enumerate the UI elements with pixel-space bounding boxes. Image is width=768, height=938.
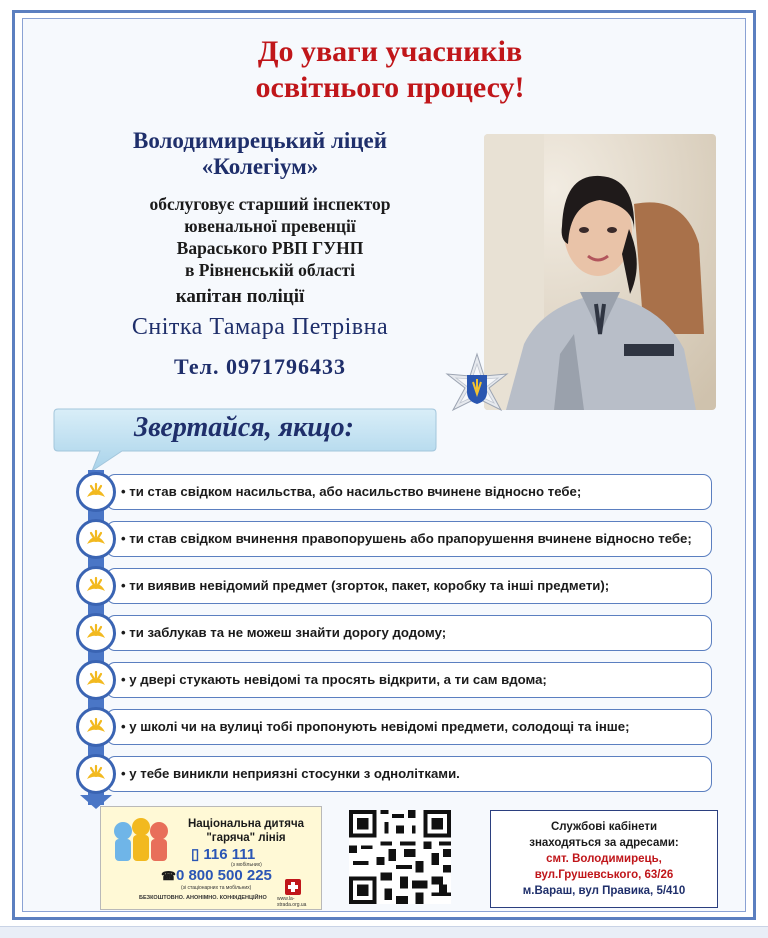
hand-heart-icon [76,472,116,512]
officer-phone: Тел. 0971796433 [174,354,346,379]
officer-description [80,193,460,281]
hotline-number-2-text: 0 800 500 225 [175,867,272,884]
red-cross-icon [285,879,301,895]
hotline-number-1-text: 116 111 [203,846,256,863]
list-item [106,756,712,792]
hotline-number-2 [161,867,272,884]
school-name [60,128,460,180]
description-line-2: ювенальної превенції [184,216,356,236]
list-item-text: • у двері стукають невідомі та просять відкрити, а ти сам вдома; [121,672,547,687]
list-item [106,568,712,604]
callout-text: Звертайся, якщо: [134,412,354,443]
police-star-badge-icon [432,352,522,424]
description-line-1: обслуговує старший інспектор [149,194,391,214]
list-item [106,662,712,698]
officer-rank: капітан поліції [175,286,305,307]
headline [150,34,630,106]
offices-box [490,810,718,908]
offices-line-4: вул.Грушевського, 63/26 [534,869,674,881]
list-item-text: • у школі чи на вулиці тобі пропонують невідомі предмети, солодощі та інше; [121,719,630,734]
hand-heart-icon [76,660,116,700]
offices-line-3: смт. Володимирець, [546,853,662,865]
list-item-text: • ти заблукав та не можеш знайти дорогу додому; [121,625,447,640]
list-item [106,709,712,745]
qr-code-icon [348,810,452,904]
offices-line-2: знаходяться за адресами: [529,837,679,849]
hotline-title: Національна дитяча "гаряча" лінія [187,818,305,844]
list-item [106,615,712,651]
hotline-footer: БЕЗКОШТОВНО. АНОНІМНО. КОНФІДЕНЦІЙНО [139,895,267,901]
list-item [106,521,712,557]
offices-line-1: Службові кабінети [550,821,658,833]
hand-heart-icon [76,519,116,559]
description-line-4: в Рівненській області [184,260,356,280]
list-item [106,474,712,510]
hotline-number-2-note: (зі стаціонарних та мобільних) [181,885,252,891]
description-line-3: Вараського РВП ГУНП [176,238,364,258]
school-name-line-1: Володимирецький ліцей [132,128,387,153]
phone-icon: ☎ [161,869,176,883]
offices-line-5: м.Вараш, вул Правика, 5/410 [522,885,686,897]
list-item-text: • у тебе виникли неприязні стосунки з однолітками. [121,766,460,781]
list-item-text: • ти виявив невідомий предмет (згорток, пакет, коробку та інші предмети); [121,578,610,593]
hotline-site: www.la-strada.org.ua [277,896,307,908]
list-item-text: • ти став свідком вчинення правопорушень або прапорушення вчинене відносно тебе; [121,531,692,546]
headline-line-2: освітнього процесу! [255,71,525,104]
hotline-number-1-note: (з мобільних) [231,862,262,868]
hand-heart-icon [76,566,116,606]
bottom-strip [0,926,768,938]
officer-name: Снітка Тамара Петрівна [131,314,389,340]
school-name-line-2: «Колегіум» [201,154,319,179]
hand-heart-icon [76,613,116,653]
hotline-box [100,806,322,910]
hand-heart-icon [76,707,116,747]
list-item-text: • ти став свідком насильства, або насильство вчинене відносно тебе; [121,484,582,499]
hand-heart-icon [76,754,116,794]
headline-line-1: До уваги учасників [257,35,523,68]
hotline-number-1: ▯ 116 111 [191,846,256,863]
